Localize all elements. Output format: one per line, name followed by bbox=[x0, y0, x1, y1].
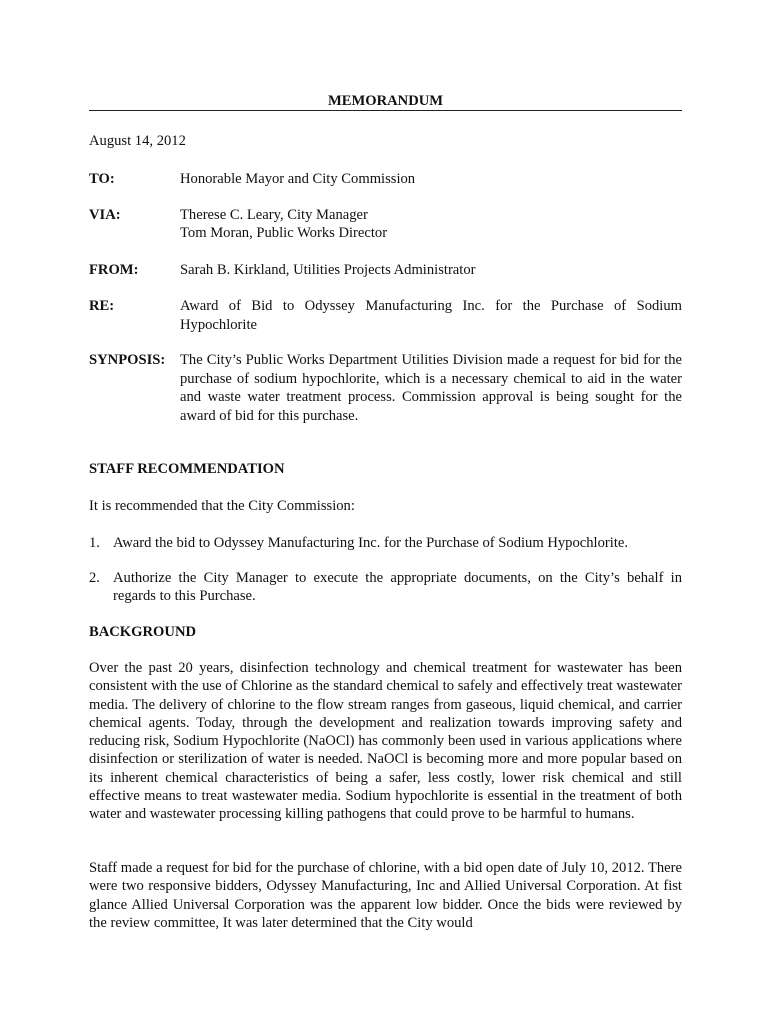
memo-date: August 14, 2012 bbox=[89, 133, 186, 149]
via-line-2: Tom Moran, Public Works Director bbox=[180, 225, 388, 241]
staff-recommendation-heading: STAFF RECOMMENDATION bbox=[89, 461, 285, 477]
memo-title: MEMORANDUM bbox=[327, 93, 444, 109]
recommendation-item-number: 2. bbox=[89, 570, 100, 586]
background-heading: BACKGROUND bbox=[89, 624, 197, 640]
recommendation-item-number: 1. bbox=[89, 535, 100, 551]
synopsis-label: SYNPOSIS: bbox=[89, 352, 166, 368]
from-value: Sarah B. Kirkland, Utilities Projects Administrator bbox=[180, 262, 476, 278]
re-label: RE: bbox=[89, 298, 115, 314]
from-label: FROM: bbox=[89, 262, 139, 278]
via-line-1: Therese C. Leary, City Manager bbox=[180, 207, 368, 223]
recommendation-item-text: Award the bid to Odyssey Manufacturing Inc. for the Purchase of Sodium Hypochlorite. bbox=[113, 535, 628, 551]
to-label: TO: bbox=[89, 171, 115, 187]
via-label: VIA: bbox=[89, 207, 121, 223]
background-paragraph-2: Staff made a request for bid for the purchase of chlorine, with a bid open date of July 10, 2012. There were two responsive bidders, Odyssey Manufacturing, Inc and Allied Universal Corporation. At fist glance Allied Universal Corporation was the apparent low bidder. Once the bids were reviewed by the review committee, It was later determined that the City would bbox=[89, 860, 682, 931]
recommendation-item-text: Authorize the City Manager to execute the appropriate documents, on the City’s behalf in regards to this Purchase. bbox=[113, 570, 682, 605]
re-value: Award of Bid to Odyssey Manufacturing Inc. for the Purchase of Sodium Hypochlorite bbox=[180, 298, 682, 333]
background-paragraph-1: Over the past 20 years, disinfection technology and chemical treatment for wastewater has been consistent with the use of Chlorine as the standard chemical to safely and effectively treat wastewater media. The delivery of chlorine to the flow stream ranges from gaseous, liquid chemical, and carrier chemical agents. Today, through the development and realization towards improving safety and reducing risk, Sodium Hypochlorite (NaOCl) has commonly been used in various applications where disinfection or sterilization of water is needed. NaOCl is becoming more and more popular based on its inherent chemical characteristics of being a safer, less costly, lower risk chemical and still effective means to treat wastewater media. Sodium hypochlorite is essential in the treatment of both water and wastewater processing killing pathogens that could prove to be harmful to humans. bbox=[89, 660, 682, 823]
title-rule bbox=[89, 110, 682, 111]
to-value: Honorable Mayor and City Commission bbox=[180, 171, 416, 187]
synopsis-value: The City’s Public Works Department Utilities Division made a request for bid for the purchase of sodium hypochlorite, which is a necessary chemical to aid in the water and waste water treatment process. Commission approval is being sought for the award of bid for this purchase. bbox=[180, 352, 682, 424]
staff-recommendation-intro: It is recommended that the City Commission: bbox=[89, 498, 355, 514]
